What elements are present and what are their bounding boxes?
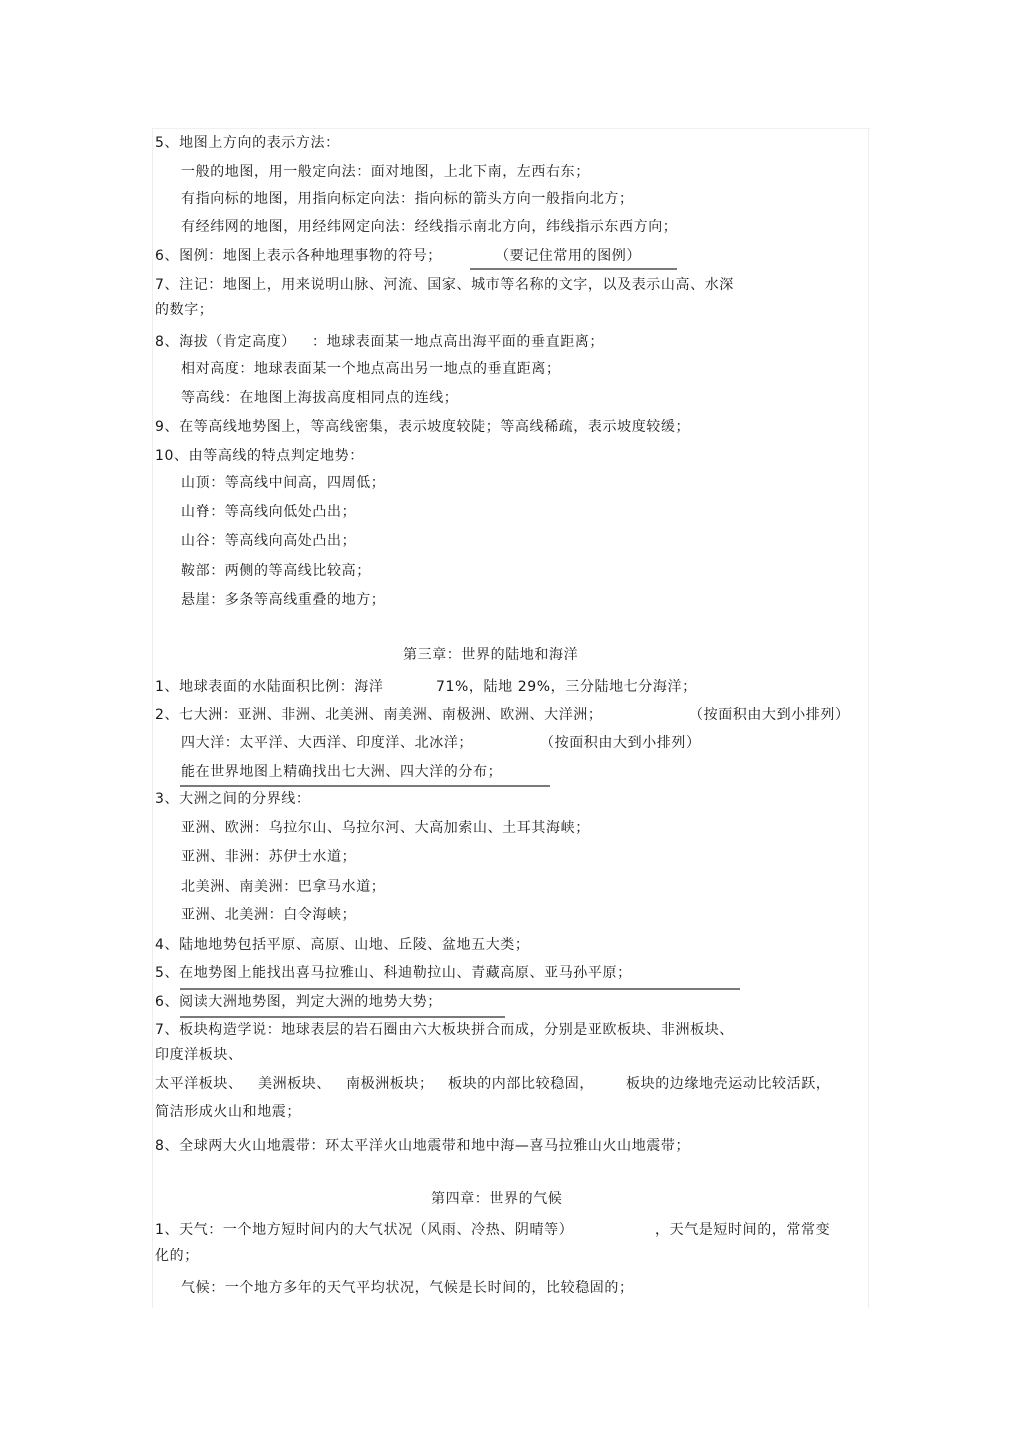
underline-rule [180, 785, 550, 787]
text-line: 5、地图上方向的表示方法： [155, 135, 340, 151]
text-line: 的数字； [155, 302, 214, 318]
text-line: 有指向标的地图，用指向标定向法：指向标的箭头方向一般指向北方； [181, 191, 634, 207]
text-line: 印度洋板块、 [155, 1047, 243, 1063]
text-line: 4、陆地地势包括平原、高原、山地、丘陵、盆地五大类； [155, 937, 530, 953]
text-line: 亚洲、非洲：苏伊士水道； [181, 849, 357, 865]
text-line: 四大洋：太平洋、大西洋、印度洋、北冰洋； [181, 735, 473, 751]
text-line: 8、海拔（肯定高度） [155, 334, 296, 350]
text-line: 10、由等高线的特点判定地势： [155, 448, 364, 464]
text-line: 1、天气：一个地方短时间内的大气状况（风雨、冷热、阴晴等） [155, 1222, 574, 1238]
text-line: 悬崖：多条等高线重叠的地方； [181, 592, 386, 608]
text-line: 亚洲、欧洲：乌拉尔山、乌拉尔河、大高加索山、土耳其海峡； [181, 820, 590, 836]
text-line: 等高线：在地图上海拔高度相同点的连线； [181, 390, 459, 406]
text-line: 71%，陆地 29%，三分陆地七分海洋； [436, 679, 697, 695]
text-line: 美洲板块、 [258, 1076, 331, 1092]
text-line: 简洁形成火山和地震； [155, 1104, 301, 1120]
text-line: 相对高度：地球表面某一个地点高出另一地点的垂直距离； [181, 361, 561, 377]
text-line: 板块的边缘地壳运动比较活跃， [626, 1076, 831, 1092]
text-line: 南极洲板块； [346, 1076, 434, 1092]
text-line: 一般的地图，用一般定向法：面对地图，上北下南，左西右东； [181, 164, 590, 180]
text-line: 8、全球两大火山地震带：环太平洋火山地震带和地中海—喜马拉雅山火山地震带； [155, 1138, 691, 1154]
text-line: 有经纬网的地图，用经纬网定向法：经线指示南北方向，纬线指示东西方向； [181, 219, 678, 235]
page-border-right [868, 128, 869, 1308]
text-line: 7、注记：地图上，用来说明山脉、河流、国家、城市等名称的文字，以及表示山高、水深 [155, 277, 734, 293]
text-line: ：地球表面某一地点高出海平面的垂直距离； [312, 334, 604, 350]
text-line: 6、图例：地图上表示各种地理事物的符号； [155, 248, 442, 264]
text-line: 6、阅读大洲地势图，判定大洲的地势大势； [155, 994, 442, 1010]
page-border-top [152, 128, 870, 129]
text-line: 山脊：等高线向低处凸出； [181, 504, 357, 520]
text-line: （按面积由大到小排列） [689, 707, 850, 723]
text-line: ，天气是短时间的，常常变 [655, 1222, 831, 1238]
page-border-left [152, 128, 153, 1308]
underline-rule [180, 1016, 505, 1018]
chapter-heading: 第三章：世界的陆地和海洋 [403, 647, 579, 663]
text-line: 太平洋板块、 [155, 1076, 243, 1092]
text-line: 3、大洲之间的分界线： [155, 791, 311, 807]
text-line: 鞍部：两侧的等高线比较高； [181, 563, 371, 579]
text-line: 9、在等高线地势图上，等高线密集，表示坡度较陡；等高线稀疏，表示坡度较缓； [155, 419, 691, 435]
text-line: 山顶：等高线中间高，四周低； [181, 475, 386, 491]
underline-rule [470, 268, 677, 270]
text-line: 板块的内部比较稳固， [448, 1076, 594, 1092]
text-line: （要记住常用的图例） [495, 248, 641, 264]
text-line: 7、板块构造学说：地球表层的岩石圈由六大板块拼合而成，分别是亚欧板块、非洲板块、 [155, 1022, 734, 1038]
text-line: 2、七大洲：亚洲、非洲、北美洲、南美洲、南极洲、欧洲、大洋洲； [155, 707, 603, 723]
text-line: 5、在地势图上能找出喜马拉雅山、科迪勒拉山、青藏高原、亚马孙平原； [155, 965, 632, 981]
text-line: 亚洲、北美洲：白令海峡； [181, 907, 357, 923]
chapter-heading: 第四章：世界的气候 [431, 1191, 563, 1207]
text-line: 能在世界地图上精确找出七大洲、四大洋的分布； [181, 764, 503, 780]
text-line: 北美洲、南美洲：巴拿马水道； [181, 879, 386, 895]
underline-rule [180, 988, 740, 990]
text-line: 气候：一个地方多年的天气平均状况，气候是长时间的，比较稳固的； [181, 1280, 634, 1296]
text-line: 化的； [155, 1248, 199, 1264]
text-line: （按面积由大到小排列） [540, 735, 701, 751]
text-line: 山谷：等高线向高处凸出； [181, 533, 357, 549]
text-line: 1、地球表面的水陆面积比例：海洋 [155, 679, 384, 695]
